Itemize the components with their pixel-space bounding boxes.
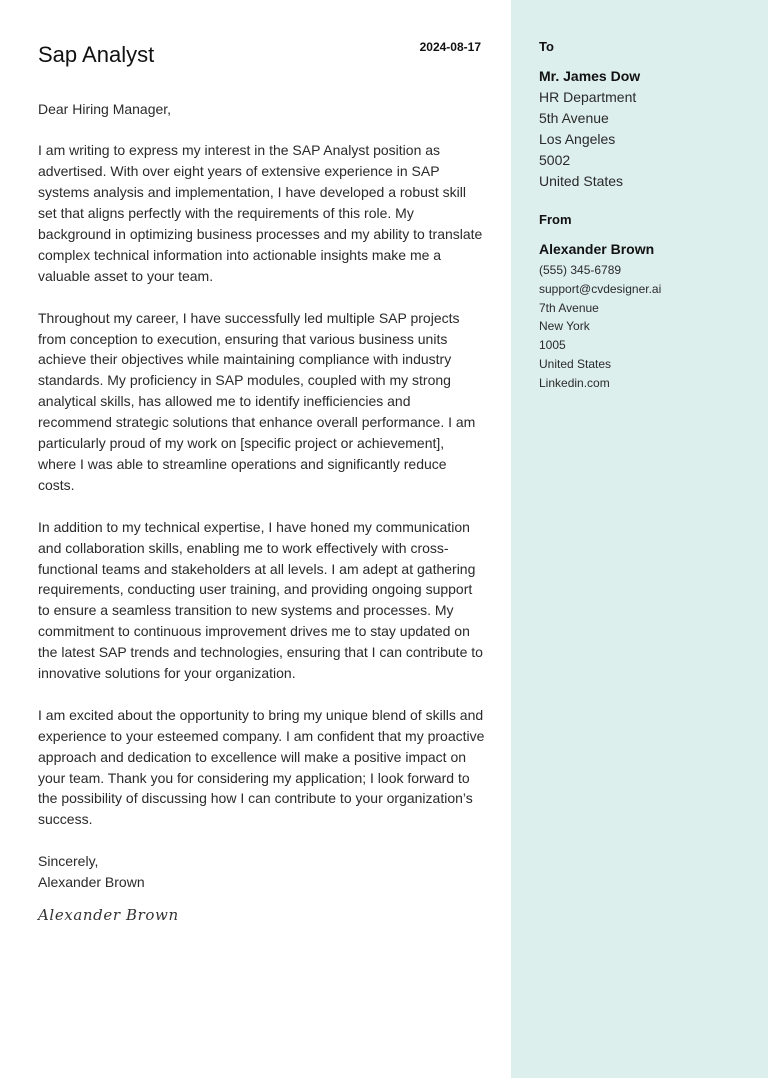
sender-country: United States [539, 356, 612, 371]
paragraph-conclusion: I am excited about the opportunity to bring my unique blend of skills and experience to your esteemed company. I am confident that my proactive approach and dedication to excellence will make a positive impact on your team. Thank you for considering my application; I look forward to the possibility of discussing how I can contribute to your organization’s success. [38, 706, 485, 828]
sender-contact [539, 239, 749, 393]
paragraph-experience: Throughout my career, I have successfully led multiple SAP projects from conception to execution, ensuring that various business units achieve their objectives while maintaining compliance with industry standards. My proficiency in SAP modules, coupled with my strong analytical skills, has allowed me to identify inefficiencies and recommend strategic solutions that enhance overall performance. I am particularly proud of my work on [specific project or achievement], where I was able to streamline operations and significantly reduce costs. [38, 309, 476, 493]
recipient-heading: To [539, 39, 554, 54]
salutation: Dear Hiring Manager, [38, 101, 172, 117]
recipient-department: HR Department [539, 88, 637, 105]
sender-street: 7th Avenue [539, 300, 599, 315]
paragraph-skills: In addition to my technical expertise, I have honed my communication and collaboration skills, enabling me to work effectively with cross-functional teams and stakeholders at all levels. I am adept at gathering requirements, conducting user training, and providing ongoing support to ensure a seamless transition to new systems and processes. My commitment to continuous improvement drives me to stay updated on the latest SAP trends and technologies, ensuring that I can contribute to innovative solutions for your organization. [38, 518, 483, 682]
letter-body [38, 99, 485, 927]
closing: Sincerely, [38, 853, 99, 870]
recipient-postal-code: 5002 [539, 151, 571, 168]
sender-phone: (555) 345-6789 [539, 263, 622, 277]
sender-postal-code: 1005 [539, 338, 566, 353]
letter-date: 2024-08-17 [419, 40, 481, 54]
recipient-country: United States [539, 172, 624, 189]
paragraph-introduction: I am writing to express my interest in the SAP Analyst position as advertised. With over eight years of extensive experience in SAP systems analysis and implementation, I have developed a robust skill set that aligns perfectly with the requirements of this role. My background in optimizing business processes and my ability to translate complex technical information into actionable insights make me a valuable asset to your team. [38, 142, 483, 284]
sender-heading: From [539, 212, 572, 227]
sender-city: New York [539, 319, 590, 334]
recipient-address [539, 66, 749, 191]
document-title: Sap Analyst [38, 42, 155, 67]
recipient-city: Los Angeles [539, 130, 616, 147]
recipient-street: 5th Avenue [539, 109, 609, 126]
handwritten-signature: Alexander Brown [38, 905, 179, 924]
sender-website: Linkedin.com [539, 375, 610, 390]
sender-email: support@cvdesigner.ai [539, 281, 662, 296]
closing-name: Alexander Brown [38, 874, 145, 891]
sender-name: Alexander Brown [539, 241, 655, 257]
recipient-name: Mr. James Dow [539, 68, 641, 84]
